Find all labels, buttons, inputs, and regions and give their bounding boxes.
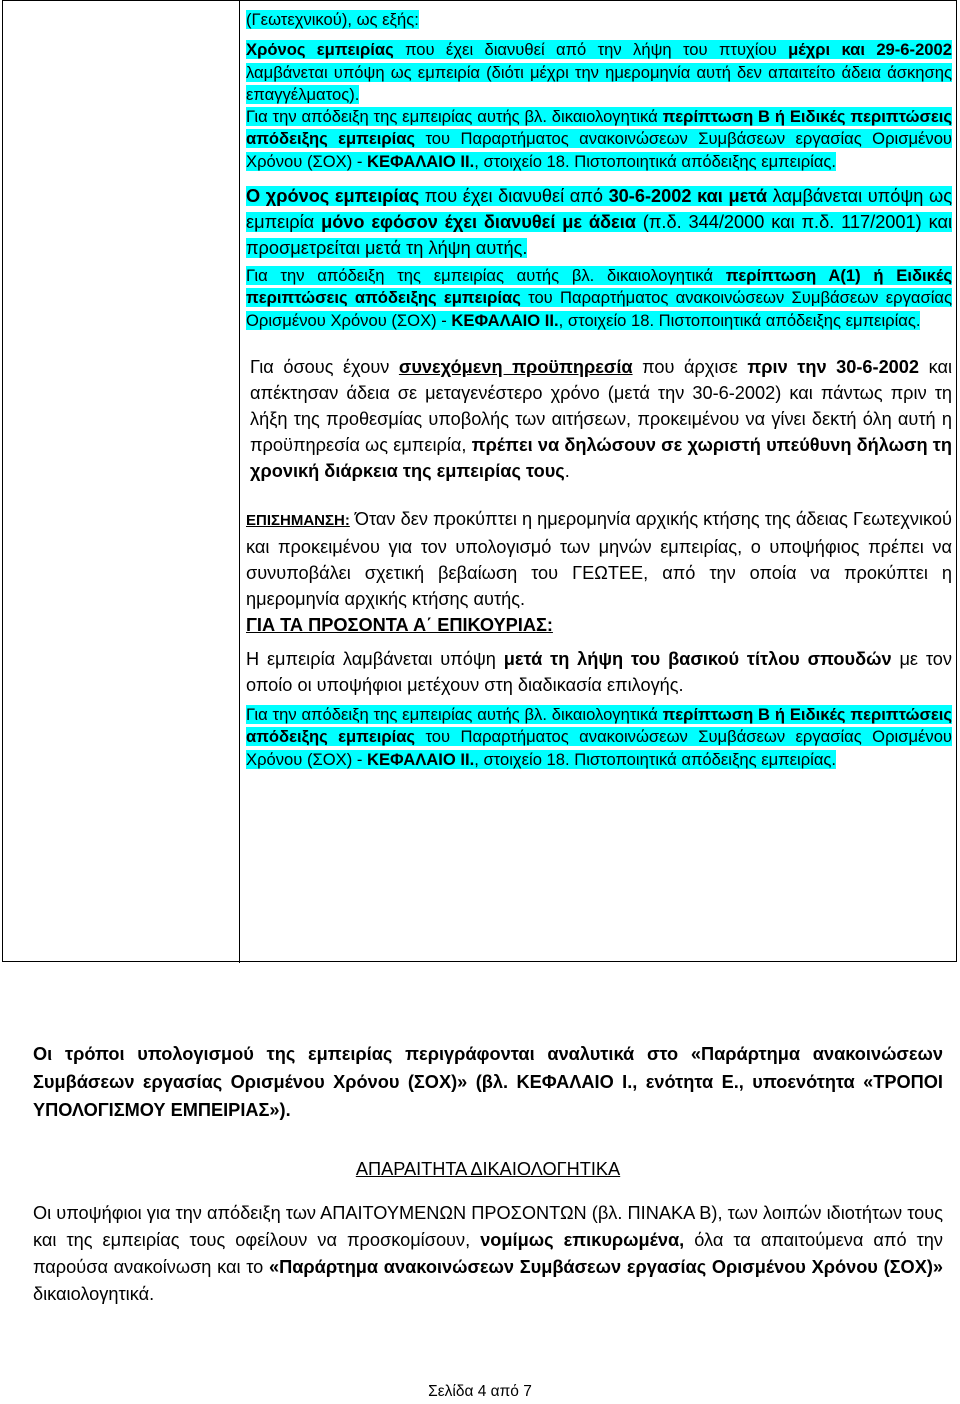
calculation-methods-paragraph [33,1040,943,1124]
proof-paragraph-2 [246,265,952,332]
p3-text-1: Για την απόδειξη της εμπειρίας αυτής βλ. δικαιολογητικά [246,107,663,127]
p10-bold-1: περίπτωση Β ή Ειδικές περιπτώσεις απόδειξης εμπειρίας [246,704,952,747]
p4-text-2: λαμβάνεται υπόψη ως εμπειρία [246,186,952,233]
experience-before-2002-paragraph [246,39,952,106]
page-footer [0,1383,960,1401]
required-documents-paragraph [33,1200,943,1308]
p9-bold-1: μετά τη λήψη του βασικού τίτλου σπουδών [503,648,892,669]
p3-text-2: του Παραρτήματος ανακοινώσεων Συμβάσεων εργασίας Ορισμένου Χρόνου (ΣΟΧ) - [246,129,952,171]
req-text-3: δικαιολογητικά. [33,1284,155,1304]
p4-bold-3: μόνο εφόσον έχει διανυθεί με άδεια [321,212,636,233]
proof-paragraph-3 [246,704,952,771]
p4-bold-2: 30-6-2002 και μετά [608,186,768,207]
calculation-methods-text: Οι τρόποι υπολογισμού της εμπειρίας περιγράφονται αναλυτικά στο «Παράρτημα ανακοινώσεων Συμβάσεων εργασίας Ορισμένου Χρόνου (ΣΟΧ)» (βλ. ΚΕΦΑΛΑΙΟ Ι., ενότητα Ε., υποενότητα «ΤΡΟΠΟΙ ΥΠΟΛΟΓΙΣΜΟΥ ΕΜΠΕΙΡΙΑΣ»). [33,1044,943,1120]
p3-text-4: , στοιχείο 18. Πιστοποιητικά απόδειξης εμπειρίας. [474,151,837,171]
p7-text-1: Όταν δεν προκύπτει η ημερομηνία αρχικής κτήσης της άδειας Γεωτεχνικού και προκειμένου για τον υπολογισμό των μηνών εμπειρίας, ο υποψήφιος πρέπει να συνυποβάλει σχετική βεβαίωση του ΓΕΩΤΕΕ, από την οποία να προκύπτει η ημερομηνία αρχικής κτήσης αυτής. [246,508,952,609]
p3-bold-1: περίπτωση Β ή Ειδικές περιπτώσεις απόδειξης εμπειρίας [246,107,952,149]
p6-text-4: . [564,460,570,481]
p10-text-2: του Παραρτήματος ανακοινώσεων Συμβάσεων εργασίας Ορισμένου Χρόνου (ΣΟΧ) - [246,727,952,769]
required-documents-heading [33,1156,943,1182]
p6-text-3: και απέκτησαν άδεια σε μεταγενέστερο χρόνο (μετά την 30-6-2002) και πάντως πριν τη λήξη της προθεσμίας υποβολής των αιτήσεων, προκειμένου να γίνει δεκτή όλη αυτή η προϋπηρεσία ως εμπειρία, [250,356,952,455]
notice-paragraph [246,506,952,612]
table-cell-experience [246,9,952,771]
p5-text-1: Για την απόδειξη της εμπειρίας αυτής βλ. δικαιολογητικά [246,266,726,286]
p10-text-1: Για την απόδειξη της εμπειρίας αυτής βλ. δικαιολογητικά [246,704,663,724]
supplementary-heading-text: ΓΙΑ ΤΑ ΠΡΟΣΟΝΤΑ Α΄ ΕΠΙΚΟΥΡΙΑΣ: [246,614,553,635]
p2-bold-2: μέχρι και 29-6-2002 [788,40,952,60]
continuous-service-paragraph [246,354,952,484]
supplementary-heading [246,612,952,638]
proof-paragraph-1 [246,106,952,173]
p4-text-3: (π.δ. 344/2000 και π.δ. 117/2001) και προσμετρείται μετά τη λήψη αυτής. [246,212,952,259]
p4-bold-1: Ο χρόνος εμπειρίας [246,186,420,207]
intro-text: (Γεωτεχνικού), ως εξής: [246,10,419,29]
table-column-divider [239,1,240,963]
p2-text-1: που έχει διανυθεί από την λήψη του πτυχίου [393,40,789,60]
requirements-table [2,0,957,962]
p10-text-4: , στοιχείο 18. Πιστοποιητικά απόδειξης εμπειρίας. [474,749,837,769]
p10-chapter: ΚΕΦΑΛΑΙΟ ΙΙ. [366,749,475,769]
p5-chapter: ΚΕΦΑΛΑΙΟ ΙΙ. [451,310,559,330]
req-text-1: Οι υποψήφιοι για την απόδειξη των ΑΠΑΙΤΟΥΜΕΝΩΝ ΠΡΟΣΟΝΤΩΝ (βλ. ΠΙΝΑΚΑ Β), των λοιπών ιδιοτήτων τους και της εμπειρίας τους οφείλουν να προσκομίσουν, [33,1203,943,1250]
p5-bold-1: περίπτωση Α(1) ή Ειδικές περιπτώσεις απόδειξης εμπειρίας [246,266,953,308]
p6-bold-2: πρέπει να δηλώσουν σε χωριστή υπεύθυνη δήλωση τη χρονική διάρκεια της εμπειρίας τους [250,434,952,481]
supplementary-experience-paragraph [246,646,952,698]
p2-bold-1: Χρόνος εμπειρίας [246,40,394,60]
p6-bold-underline: συνεχόμενη προϋπηρεσία [398,356,633,377]
p5-text-2: του Παραρτήματος ανακοινώσεων Συμβάσεων εργασίας Ορισμένου Χρόνου (ΣΟΧ) - [246,288,953,330]
p6-bold-1: πριν την 30-6-2002 [747,356,920,377]
p3-chapter: ΚΕΦΑΛΑΙΟ ΙΙ. [366,151,475,171]
p6-text-1: Για όσους έχουν [250,356,399,377]
required-documents-heading-text: ΑΠΑΡΑΙΤΗΤΑ ΔΙΚΑΙΟΛΟΓΗΤΙΚΑ [355,1159,621,1179]
intro-paragraph [246,9,952,31]
p4-text-1: που έχει διανυθεί από [419,186,609,207]
p9-text-2: με τον οποίο οι υποψήφιοι μετέχουν στη διαδικασία επιλογής. [246,648,952,695]
p6-text-2: που άρχισε [632,356,748,377]
p5-text-4: , στοιχείο 18. Πιστοποιητικά απόδειξης εμπειρίας. [558,310,921,330]
p9-text-1: Η εμπειρία λαμβάνεται υπόψη [246,648,504,669]
experience-after-2002-paragraph [246,183,952,261]
req-bold-1: νομίμως επικυρωμένα, [480,1230,685,1250]
p2-text-2: λαμβάνεται υπόψη ως εμπειρία (διότι μέχρι την ημερομηνία αυτή δεν απαιτείτο άδεια άσκησης επαγγέλματος). [246,62,952,104]
req-bold-2: «Παράρτημα ανακοινώσεων Συμβάσεων εργασίας Ορισμένου Χρόνου (ΣΟΧ)» [268,1257,943,1277]
req-text-2: όλα τα απαιτούμενα από την παρούσα ανακοίνωση και το [33,1230,943,1277]
notice-label: ΕΠΙΣΗΜΑΝΣΗ: [246,511,350,529]
page-number: Σελίδα 4 από 7 [428,1383,532,1400]
